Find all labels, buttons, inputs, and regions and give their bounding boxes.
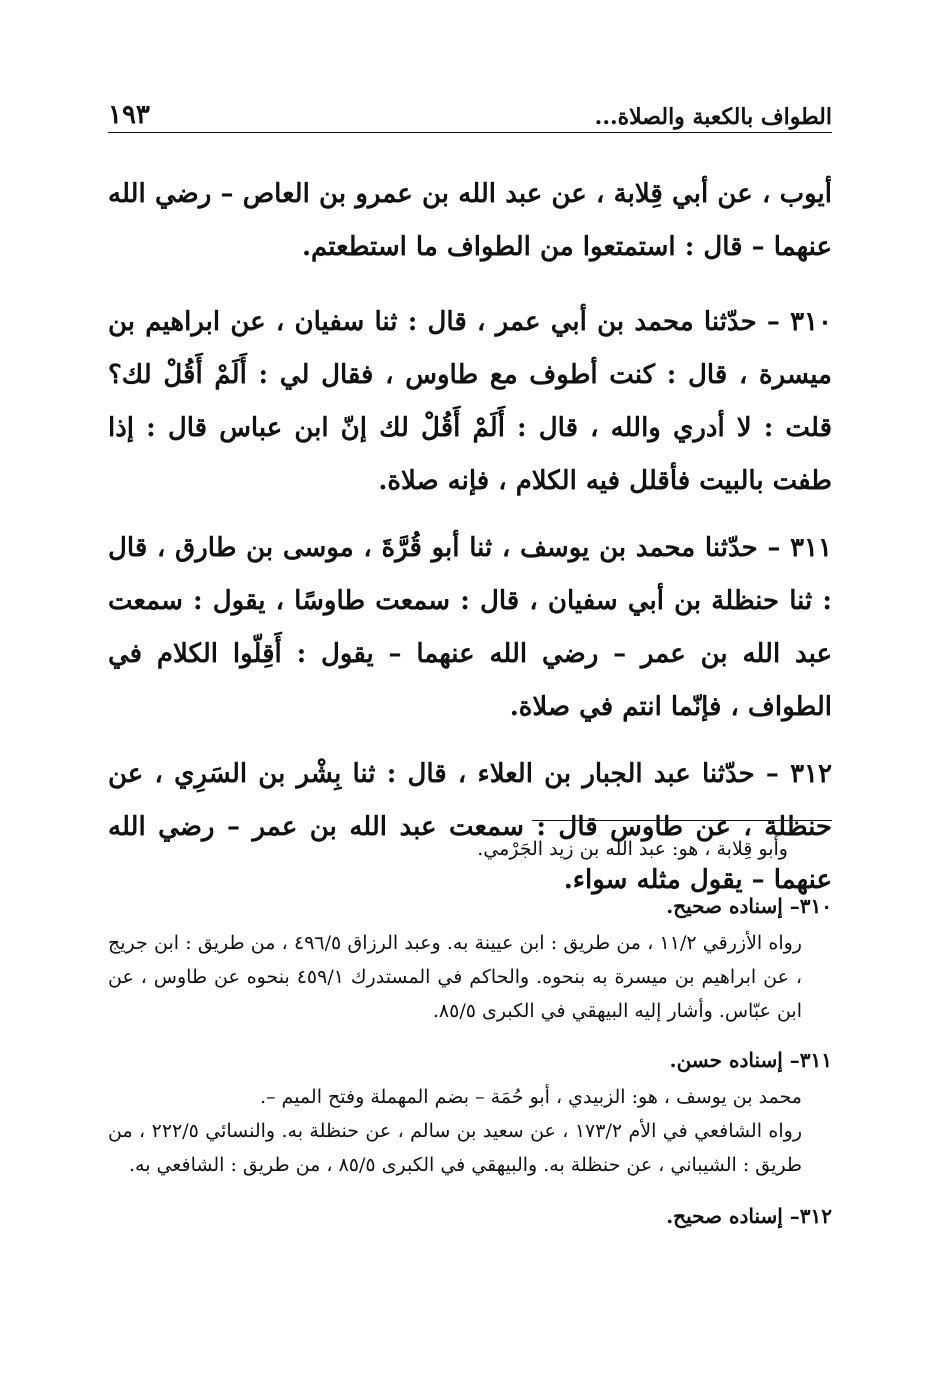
hadith-312: ٣١٢ – حدّثنا عبد الجبار بن العلاء ، قال : ثنا بِشْر بن السَرِي ، عن حنظلة ، عن طاوس قال : سمعت عبد الله بن عمر – رضي الله عنهما – يقول مثله سواء. [108, 759, 832, 895]
footnote-310-heading: ٣١٠– إسناده صحيح. [666, 894, 832, 918]
footnote-311-text-2: رواه الشافعي في الأم ١٧٣/٢ ، عن سعيد بن سالم ، عن حنظلة به. والنسائي ٢٢٢/٥ ، من طريق : الشيباني ، عن حنظلة به. والبيهقي في الكبرى ٨٥/٥ ، من طريق : الشافعي به. [108, 1120, 803, 1176]
footnote-311-heading: ٣١١– إسناده حسن. [669, 1048, 832, 1072]
page-number: ١٩٣ [108, 100, 150, 130]
main-text [108, 168, 832, 921]
footnote-312-heading: ٣١٢– إسناده صحيح. [666, 1204, 832, 1228]
hadith-310: ٣١٠ – حدّثنا محمد بن أبي عمر ، قال : ثنا سفيان ، عن ابراهيم بن ميسرة ، قال : كنت أطوف مع طاوس ، فقال لي : أَلَمْ أَقُلْ لك؟ قلت : لا أدري والله ، قال : أَلَمْ أَقُلْ لك إنّ ابن عباس قال : إذا طفت بالبيت فأقلل فيه الكلام ، فإنه صلاة. [108, 307, 832, 496]
header-divider [108, 132, 832, 133]
running-title: الطواف بالكعبة والصلاة... [594, 104, 832, 130]
hadith-311: ٣١١ – حدّثنا محمد بن يوسف ، ثنا أبو قُرَّةَ ، موسى بن طارق ، قال : ثنا حنظلة بن أبي سفيان ، قال : سمعت طاوسًا ، يقول : سمعت عبد الله بن عمر – رضي الله عنهما – يقول : أَقِلّوا الكلام في الطواف ، فإنّما انتم في صلاة. [108, 533, 832, 722]
paragraph-continuation: أيوب ، عن أبي قِلابة ، عن عبد الله بن عمرو بن العاص – رضي الله عنهما – قال : استمتعوا من الطواف ما استطعتم. [108, 179, 832, 262]
footnote-310-text: رواه الأزرقي ١١/٢ ، من طريق : ابن عيينة به. وعبد الرزاق ٤٩٦/٥ ، من طريق : ابن جريج ، عن ابراهيم بن ميسرة به بنحوه. والحاكم في المستدرك ٤٥٩/١ بنحوه عن طاوس ، عن ابن عبّاس. وأشار إليه البيهقي في الكبرى ٨٥/٥. [108, 932, 802, 1022]
footnote-divider [532, 820, 832, 821]
footnote-intro: وأبو قِلابة ، هو: عبد الله بن زيد الجَرْمي. [477, 838, 788, 860]
footnote-311-text-1: محمد بن يوسف ، هو: الزبيدي ، أبو حُمَة – بضم المهملة وفتح الميم –. [259, 1086, 802, 1108]
footnotes [108, 828, 832, 1236]
page-header [108, 92, 832, 130]
